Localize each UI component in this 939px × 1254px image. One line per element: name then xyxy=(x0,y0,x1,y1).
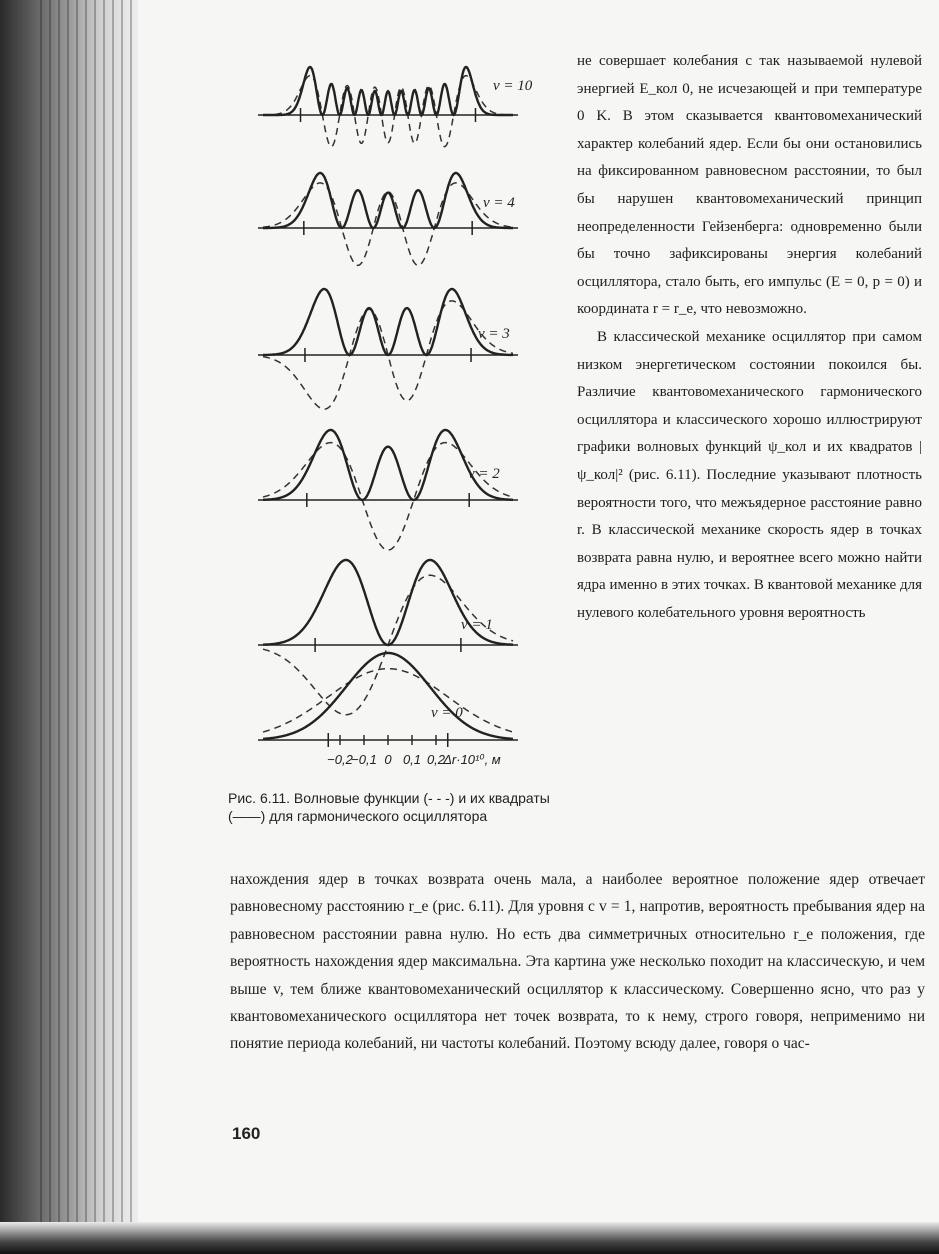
wavefunction-plot xyxy=(228,45,558,790)
level-v4 xyxy=(258,173,518,265)
page-bottom-shadow xyxy=(0,1222,939,1254)
page-stack-lines xyxy=(40,0,150,1254)
level-label-v4: v = 4 xyxy=(483,195,515,211)
x-tick-label: −0,1 xyxy=(351,752,377,767)
figure-oscillator-wavefunctions xyxy=(228,45,558,790)
probability-curve-v10 xyxy=(263,67,513,115)
column-paragraph-1: не совершает колебания с так называемой нулевой энергией E_кол 0, не исчезающей и при температуре 0 K. В этом сказывается квантовомеханический характер колебаний ядер. Если бы они остановились на фиксированном равновесном расстоянии, то был бы нарушен квантовомеханический принцип неопределенности Гейзенберга: одновременно были бы точно зафиксированы энергия колебаний осциллятора, стало быть, его импульс (E = 0, p = 0) и координата r = r_e, что невозможно. xyxy=(577,53,922,318)
figure-caption: Рис. 6.11. Волновые функции (- - -) и их квадраты (——) для гармонического осциллятора xyxy=(228,790,550,824)
level-v10 xyxy=(258,67,533,147)
x-tick-label: 0,1 xyxy=(402,752,422,767)
level-label-v3: v = 3 xyxy=(478,326,510,342)
level-label-v2: v = 2 xyxy=(468,466,500,482)
wavefunction-curve-v4 xyxy=(263,183,513,266)
x-tick-label: 0,2 xyxy=(426,752,446,767)
level-label-v1: v = 1 xyxy=(461,617,493,633)
probability-curve-v2 xyxy=(263,430,513,500)
level-label-v10: v = 10 xyxy=(493,78,533,94)
level-label-v0: v = 0 xyxy=(431,705,463,721)
page-number: 160 xyxy=(232,1124,261,1143)
column-paragraph-2: В классической механике осциллятор при самом низком энергетическом состоянии покоился бы. Различие квантовомеханического гармонического осциллятора и классического хорошо иллюстрируют графики волновых функций ψ_кол и их квадратов |ψ_кол|² (рис. 6.11). Последние указывают плотность вероятности того, что межъядерное расстояние равно r. В классической механике скорость ядер в точках возврата равна нулю, и вероятнее всего можно найти ядра именно в этих точках. В квантовой механике для нулевого колебательного уровня вероятность xyxy=(577,328,922,621)
wavefunction-curve-v0 xyxy=(263,669,513,732)
probability-curve-v3 xyxy=(263,289,513,355)
level-v3 xyxy=(258,289,518,409)
x-tick-label: −0,2 xyxy=(327,752,353,767)
probability-curve-v0 xyxy=(263,653,513,739)
full-width-paragraph: нахождения ядер в точках возврата очень мала, а наиболее вероятное положение ядер отвечает равновесному расстоянию r_e (рис. 6.11). Для уровня с v = 1, напротив, вероятность пребывания ядер на равновесном расстоянии равна нулю. Но есть два симметричных относительно r_e положения, где вероятность нахождения ядер максимальна. Эта картина уже несколько походит на классическую, и чем выше v, тем ближе квантовомеханический осциллятор к классическому. Совершенно ясно, что раз у квантовомеханического осциллятора нет точек возврата, то к нему, строго говоря, неприменимо ни понятие периода колебаний, ни частоты колебаний. Поэтому всюду далее, говоря о час- xyxy=(230,871,925,1053)
x-tick-label: 0 xyxy=(384,752,392,767)
x-axis-label: Δr·10¹⁰, м xyxy=(443,752,501,767)
right-column-text xyxy=(577,48,922,627)
level-v0 xyxy=(258,653,518,747)
level-v1 xyxy=(258,560,518,715)
level-v2 xyxy=(258,430,518,550)
probability-curve-v4 xyxy=(263,173,513,228)
wavefunction-curve-v2 xyxy=(263,443,513,550)
